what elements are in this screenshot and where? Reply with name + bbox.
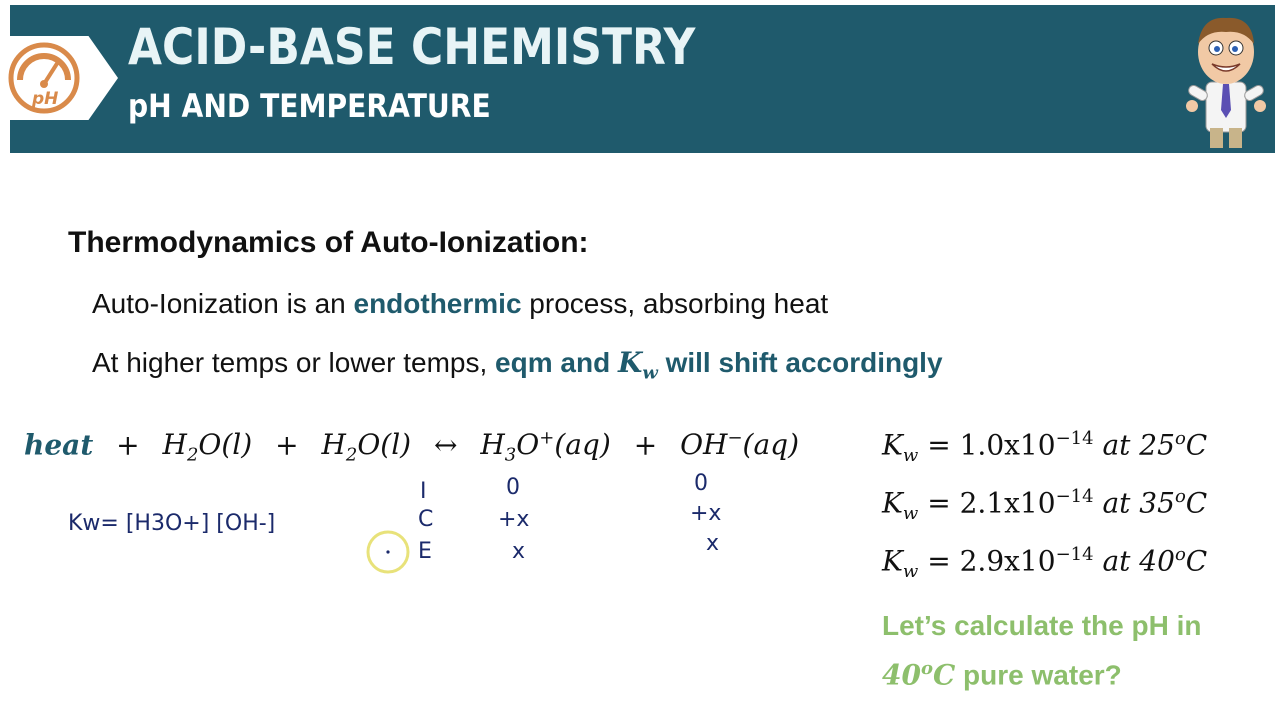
hw-ice-label-c: C [418,507,434,532]
hw-hydroxide-change: +x [690,501,722,526]
line2-text-pre: At higher temps or lower temps, [92,347,496,378]
bullet-endothermic [92,288,828,320]
eq-water-2: $H_2O(l)$ [321,428,412,466]
header-banner [0,0,1280,160]
question-line-2: 40$^o$C pure water? [882,658,1122,692]
eq-hydroxide: OH−(aq) [680,428,799,462]
eq-water-1: $H_2O(l)$ [162,428,253,466]
eq-plus-1: + [116,428,140,462]
hw-hydronium-change: +x [498,507,530,532]
line2-highlight-b: will shift accordingly [657,347,943,378]
hw-ice-label-i: I [420,479,427,504]
kw-value-35c: $K_w = 2.1x10^{-14}$ at 35$^o$C [882,486,1208,524]
line1-text-post: process, absorbing heat [521,288,829,319]
line2-highlight-a: eqm and [495,347,618,378]
hw-kw-expression: Kw= [H3O+] [OH-] [68,511,276,536]
eq-plus-2: + [275,428,299,462]
bullet-temperature-shift [92,346,943,384]
section-heading: Thermodynamics of Auto-Ionization: [68,226,589,259]
hw-hydronium-initial: 0 [506,475,520,500]
cursor-highlight-ring [368,532,408,572]
slide-subtitle: pH AND TEMPERATURE [128,87,491,125]
hw-hydronium-equilibrium: x [512,539,526,564]
line1-highlight: endothermic [353,288,522,319]
auto-ionization-equation [24,428,799,466]
eq-equilibrium-arrow: ↔ [434,428,458,462]
line2-kw-symbol: K [617,346,643,379]
kw-value-25c: $K_w = 1.0x10^{-14}$ at 25$^o$C [882,428,1208,466]
hw-ice-label-e: E [418,539,432,564]
question-line-1: Let’s calculate the pH in [882,610,1202,641]
line2-kw-subscript: w [642,362,658,384]
teacher-mascot-icon [1182,10,1268,152]
ph-meter-gauge-icon [6,40,82,116]
logo-text: pH [32,89,59,109]
line1-text-pre: Auto-Ionization is an [92,288,354,319]
hw-hydroxide-equilibrium: x [706,531,720,556]
hw-hydroxide-initial: 0 [694,471,708,496]
kw-value-40c: $K_w = 2.9x10^{-14}$ at 40$^o$C [882,544,1208,582]
eq-heat: heat [24,428,94,462]
slide-title: ACID-BASE CHEMISTRY [128,18,696,76]
eq-hydronium: $H_3O^+(aq)$ [480,428,611,466]
eq-plus-3: + [633,428,658,462]
cursor-dot [386,550,389,553]
calculation-prompt [882,604,1262,696]
